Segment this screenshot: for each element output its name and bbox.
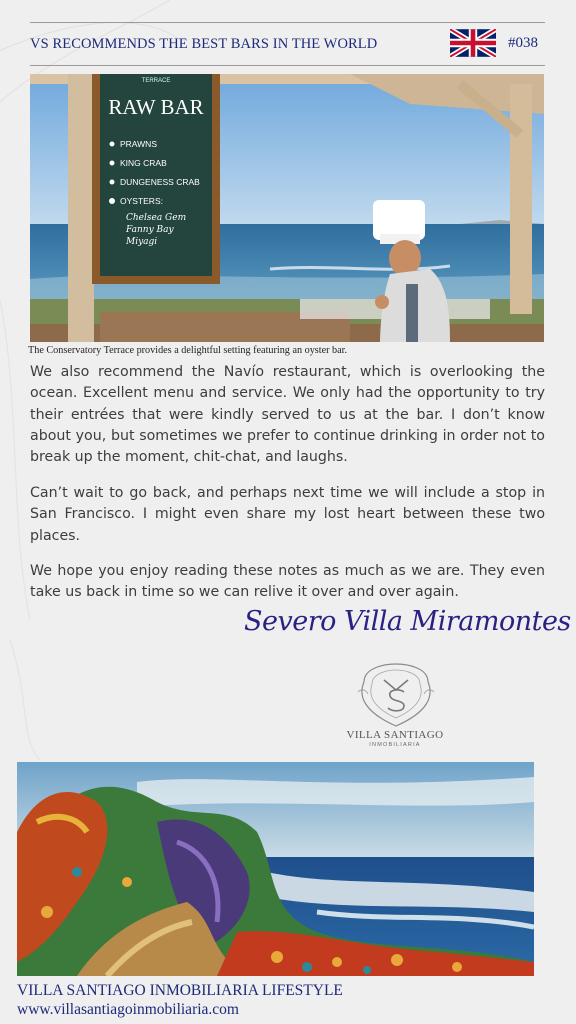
issue-number: #038 (508, 35, 538, 51)
board-item: OYSTERS: (120, 196, 163, 206)
board-oyster: Chelsea Gem (126, 213, 187, 223)
coastal-painting (17, 762, 534, 976)
footer-website-link[interactable]: www.villasantiagoinmobiliaria.com (17, 1001, 239, 1018)
header-divider (30, 65, 545, 66)
article-paragraph: We also recommend the Navío restaurant, which is overlooking the ocean. Excellent menu and service. We only had the opportunity to try their entrées that were kindly served to us at the bar. I don’t know about you, but sometimes we prefer to continue drinking in order not to break up the moment, chit-chat, and laughs. (30, 364, 545, 466)
article-paragraph: We hope you enjoy reading these notes as much as we are. They even take us back in time so we can relive it over and over again. (30, 563, 545, 601)
page-title: VS RECOMMENDS THE BEST BARS IN THE WORLD (30, 36, 378, 52)
board-oyster: Miyagi (126, 237, 158, 247)
board-item: KING CRAB (120, 158, 167, 168)
board-item: PRAWNS (120, 139, 157, 149)
board-item: DUNGENESS CRAB (120, 177, 200, 187)
top-divider (30, 22, 545, 23)
board-title: RAW BAR (108, 95, 204, 119)
brand-subtitle: INMOBILIARIA (369, 742, 421, 748)
raw-bar-photo (30, 74, 544, 342)
villa-santiago-logo (354, 662, 438, 728)
article-paragraph: Can’t wait to go back, and perhaps next time we will include a stop in San Francisco. I might even share my lost heart between these two places. (30, 485, 545, 544)
brand-name: VILLA SANTIAGO (346, 729, 444, 741)
board-heading-small: TERRACE (141, 78, 171, 84)
uk-flag-icon (450, 29, 496, 57)
photo-caption: The Conservatory Terrace provides a delightful setting featuring an oyster bar. (28, 345, 348, 356)
board-oyster: Fanny Bay (126, 225, 174, 235)
footer-title: VILLA SANTIAGO INMOBILIARIA LIFESTYLE (17, 982, 343, 999)
author-signature: Severo Villa Miramontes (244, 606, 571, 637)
